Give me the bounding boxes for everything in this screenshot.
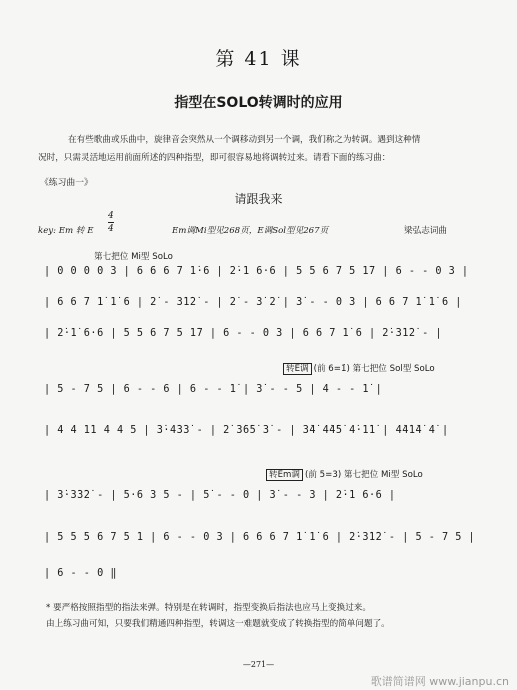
annotation-to-e — [283, 362, 435, 374]
watermark: 歌谱简谱网 www.jianpu.cn — [370, 675, 509, 688]
composer-credit: 梁弘志词曲 — [404, 226, 447, 236]
key-change-box-e: 转E调 — [283, 363, 312, 375]
exercise-label: 《练习曲一》 — [40, 178, 93, 188]
key-label: key: Em 转 E — [38, 226, 94, 236]
key-change-em-text: (前 5=3) 第七把位 Mi型 SoLo — [305, 470, 423, 480]
staff-line-4: | 5 - 7 5 | 6 - - 6 | 6 - - 1̇ | 3̇ - - 5 | 4 - - 1̇ | — [44, 384, 383, 395]
key-change-e-text: (前 6=1̇) 第七把位 Sol型 SoLo — [313, 364, 435, 374]
annotation-to-em — [266, 468, 423, 480]
staff-line-1: | 0 0 0 0 3 | 6 6 6 7 1̇·6 | 2̇·1 6·6 | 5 5 6 7 5 1̇7 | 6 - - 0 3 | — [44, 266, 469, 277]
page-number: —271— — [242, 660, 275, 669]
intro-line-1: 在有些歌曲或乐曲中，旋律音会突然从一个调移动到另一个调，我们称之为转调。遇到这种情 — [68, 135, 421, 145]
staff-line-6: | 3̇·3̇3̇2̇ - | 5·6 3 5 - | 5̇ - - 0 | 3̇ - - 3 | 2̇·1 6·6 | — [44, 490, 396, 501]
time-signature-bottom: 4 — [108, 224, 114, 234]
lesson-title: 第 41 课 — [215, 48, 302, 70]
lesson-subtitle: 指型在SOLO转调时的应用 — [174, 95, 343, 111]
footnote-2: 由上练习曲可知，只要我们精通四种指型，转调这一难题就变成了转换指型的简单问题了。 — [46, 619, 390, 629]
staff-line-5: | 4 4 1̇1 4 4 5 | 3̇·4̇3̇3̇ - | 2̇ 3̇6̇5̇ 3̇ - | 3̇4̇ 4̇4̇5̇ 4̇·1̇1̇ | 4̇4̇1̇4̇ 4̇ | — [44, 425, 449, 436]
time-signature-top: 4 — [108, 211, 114, 221]
staff-line-2: | 6 6 7 1̇ 1̇ 6 | 2̇ - 3̇1̇2̇ - | 2̇ - 3̇ 2̇ | 3̇ - - 0 3 | 6 6 7 1̇ 1̇ 6 | — [44, 297, 462, 308]
intro-line-2: 况时，只需灵活地运用前面所述的四种指型，即可很容易地将调转过来。请看下面的练习曲： — [38, 153, 391, 163]
footnote-1: * 要严格按照指型的指法来弹。特别是在转调时，指型变换后指法也应马上变换过来。 — [46, 603, 371, 613]
staff-line-8: | 6 - - 0 ‖ — [44, 568, 117, 579]
key-change-box-em: 转Em调 — [266, 469, 303, 481]
song-title: 请跟我来 — [234, 192, 283, 206]
time-signature — [108, 210, 114, 235]
staff-line-7: | 5 5 5 6 7 5 1 | 6 - - 0 3 | 6 6 6 7 1̇ 1̇ 6 | 2̇·3̇1̇2̇ - | 5 - 7 5 | — [44, 532, 476, 543]
annotation-mi-solo: 第七把位 Mi型 SoLo — [94, 252, 173, 262]
reference-note: Em调Mi型见268页，E调Sol型见267页 — [172, 226, 329, 236]
staff-line-3: | 2̇·1̇ 6·6 | 5 5 6 7 5 1̇7 | 6 - - 0 3 | 6 6 7 1̇ 6 | 2̇·3̇1̇2̇ - | — [44, 328, 443, 339]
